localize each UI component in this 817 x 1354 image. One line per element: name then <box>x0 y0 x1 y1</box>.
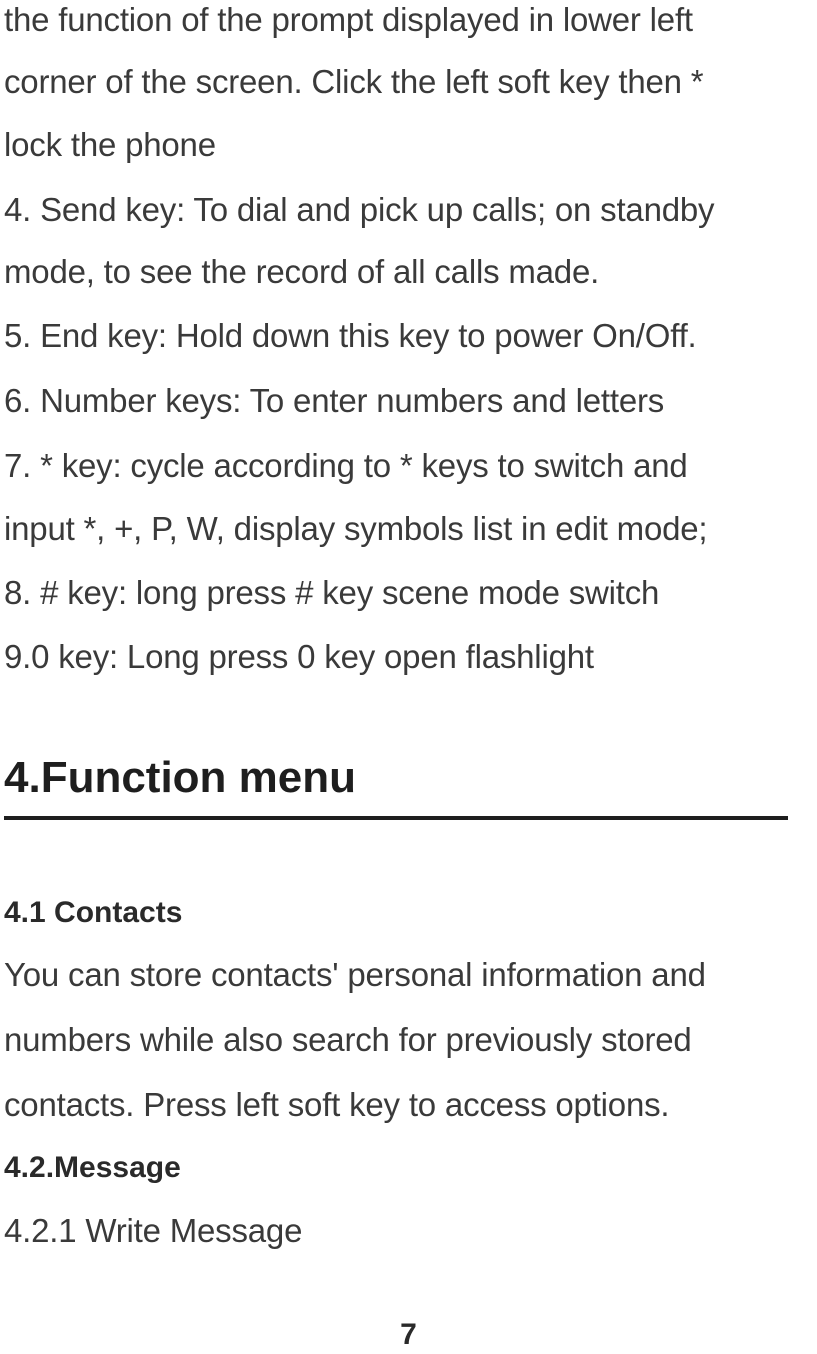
message-heading: 4.2.Message <box>4 1151 181 1184</box>
number-keys-line: 6. Number keys: To enter numbers and letters <box>4 382 665 419</box>
hash-key-line: 8. # key: long press # key scene mode switch <box>4 574 660 611</box>
intro-line-2: corner of the screen. Click the left soft key then * <box>4 63 704 100</box>
end-key-line: 5. End key: Hold down this key to power On/Off. <box>4 317 697 354</box>
write-message-line: 4.2.1 Write Message <box>4 1212 303 1249</box>
star-key-line-1: 7. * key: cycle according to * keys to switch and <box>4 447 688 484</box>
section-title: 4.Function menu <box>4 753 356 802</box>
page-number: 7 <box>400 1318 417 1351</box>
send-key-line-2: mode, to see the record of all calls made. <box>4 253 600 290</box>
section-divider <box>4 816 788 820</box>
star-key-line-2: input *, +, P, W, display symbols list in edit mode; <box>4 510 708 547</box>
intro-line-1: the function of the prompt displayed in lower left <box>4 1 693 38</box>
contacts-heading: 4.1 Contacts <box>4 896 183 929</box>
contacts-line-1: You can store contacts' personal information and <box>4 956 706 993</box>
intro-line-3: lock the phone <box>4 126 216 163</box>
send-key-line-1: 4. Send key: To dial and pick up calls; on standby <box>4 191 715 228</box>
zero-key-line: 9.0 key: Long press 0 key open flashlight <box>4 638 594 675</box>
contacts-line-3: contacts. Press left soft key to access options. <box>4 1086 670 1123</box>
contacts-line-2: numbers while also search for previously stored <box>4 1021 692 1058</box>
